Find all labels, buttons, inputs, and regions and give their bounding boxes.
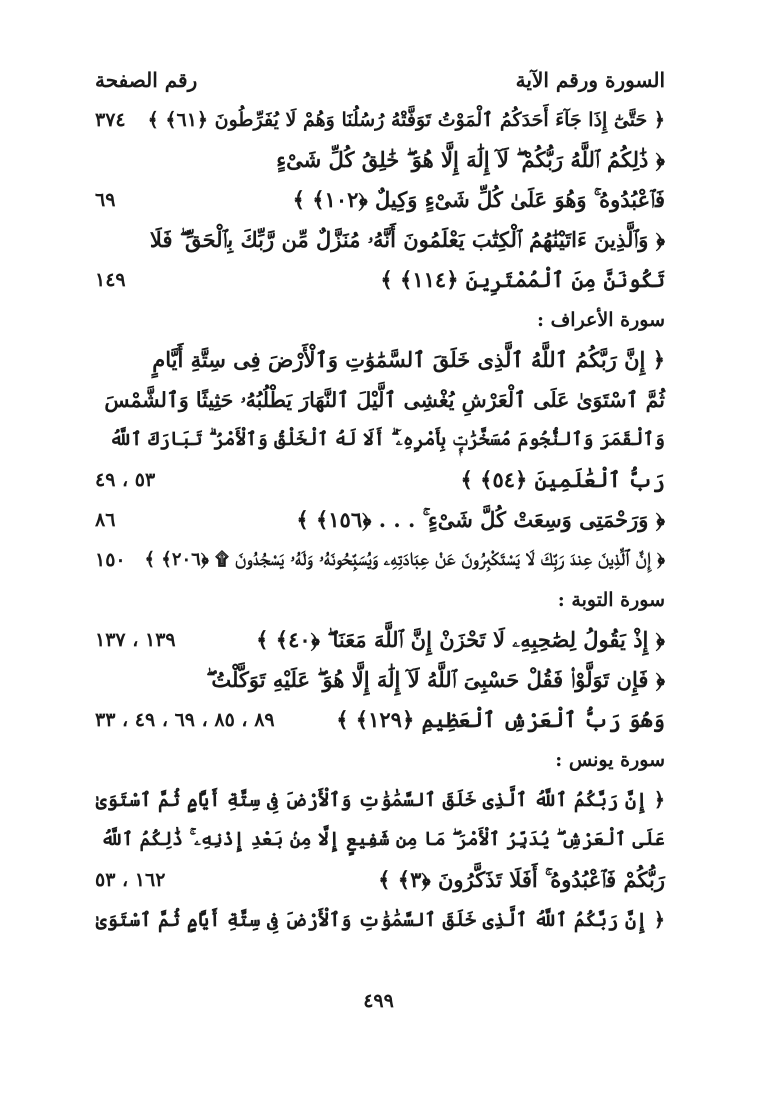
page-number: ٤٩٩ xyxy=(363,990,394,1012)
index-row xyxy=(95,500,665,540)
verse-text: ﴿ إِنَّ رَبَّكُمُ ٱللَّهُ ٱلَّذِى خَلَقَ ٱلسَّمَٰوَٰتِ وَٱلْأَرْضَ فِى سِتَّةِ أَيَّامٍ xyxy=(152,347,665,372)
index-row xyxy=(95,540,665,580)
index-row xyxy=(95,220,665,260)
index-row xyxy=(95,180,665,220)
page-column-header: رقم الصفحة xyxy=(95,68,198,92)
verse-text: عَلَى ٱلْعَرْشِ ۖ يُدَبِّرُ ٱلْأَمْرَ ۖ مَا مِن شَفِيعٍ إِلَّا مِنۢ بَعْدِ إِذْنِهِۦ ۚ ذَٰلِكُمُ ٱللَّهُ xyxy=(100,829,665,850)
page-refs: ١٤٩ xyxy=(95,269,126,291)
index-row xyxy=(95,260,665,300)
surah-title: سورة الأعراف : xyxy=(536,309,665,331)
page-refs: ١٦٢ ، ٥٣ xyxy=(95,869,166,891)
index-row xyxy=(95,380,665,420)
verse-text: وَهُوَ رَبُّ ٱلْعَرْشِ ٱلْعَظِيمِ ﴿١٢٩﴾ ﴾ xyxy=(336,707,665,732)
index-row xyxy=(95,860,665,900)
verse-text: ﴿ إِذْ يَقُولُ لِصَٰحِبِهِۦ لَا تَحْزَنْ إِنَّ ٱللَّهَ مَعَنَا ۖ ﴿٤٠﴾ ﴾ xyxy=(256,627,665,652)
verse-text: رَبُّكُمْ فَٱعْبُدُوهُ ۚ أَفَلَا تَذَكَّرُونَ ﴿٣﴾ ﴾ xyxy=(378,867,665,892)
surah-title: سورة يونس : xyxy=(555,749,665,771)
verse-text: ﴿ إِنَّ رَبَّكُمُ ٱللَّهُ ٱلَّذِى خَلَقَ ٱلسَّمَٰوَٰتِ وَٱلْأَرْضَ فِى سِتَّةِ أَيَّامٍ ثُمَّ ٱسْتَوَىٰ xyxy=(95,909,665,931)
verse-text: ﴿ إِنَّ ٱلَّذِينَ عِندَ رَبِّكَ لَا يَسْتَكْبِرُونَ عَنْ عِبَادَتِهِۦ وَيُسَبِّحُونَهُۥ وَلَهُۥ يَسْجُدُونَ ۩ ﴿٢٠٦﴾ ﴾ xyxy=(144,549,665,570)
index-row xyxy=(95,700,665,740)
index-row xyxy=(95,900,665,940)
surah-title: سورة التوبة : xyxy=(557,589,665,611)
verse-text: تَكُونَنَّ مِنَ ٱلْمُمْتَرِينَ ﴿١١٤﴾ ﴾ xyxy=(380,267,665,292)
index-row xyxy=(95,340,665,380)
page-refs: ١٥٠ xyxy=(95,549,126,571)
verse-text: ﴿ وَٱلَّذِينَ ءَاتَيْنَٰهُمُ ٱلْكِتَٰبَ يَعْلَمُونَ أَنَّهُۥ مُنَزَّلٌ مِّن رَّبِّكَ بِٱلْحَقِّ ۖ فَلَا xyxy=(149,227,665,252)
verse-text: ﴿ ذَٰلِكُمُ ٱللَّهُ رَبُّكُمْ ۖ لَآ إِلَٰهَ إِلَّا هُوَ ۖ خَٰلِقُ كُلِّ شَىْءٍ xyxy=(276,147,665,172)
index-row xyxy=(95,100,665,140)
index-row xyxy=(95,780,665,820)
surah-column-header: السورة ورقم الآية xyxy=(515,68,665,92)
verse-text: ﴿ حَتَّىٰٓ إِذَا جَآءَ أَحَدَكُمُ ٱلْمَوْتُ تَوَفَّتْهُ رُسُلُنَا وَهُمْ لَا يُفَرِّطُونَ ﴿٦١﴾ ﴾ xyxy=(147,109,665,131)
verse-text: فَٱعْبُدُوهُ ۚ وَهُوَ عَلَىٰ كُلِّ شَىْءٍ وَكِيلٌ ﴿١٠٢﴾ ﴾ xyxy=(292,187,665,212)
column-header-row xyxy=(95,60,665,100)
index-row xyxy=(95,660,665,700)
index-row xyxy=(95,620,665,660)
surah-heading-al-araf xyxy=(95,300,665,340)
page-refs: ٦٩ xyxy=(95,189,116,211)
page-refs: ٨٩ ، ٨٥ ، ٦٩ ، ٤٩ ، ٣٣ xyxy=(95,709,275,731)
surah-heading-yunus xyxy=(95,740,665,780)
verse-text: ثُمَّ ٱسْتَوَىٰ عَلَى ٱلْعَرْشِ يُغْشِى ٱلَّيْلَ ٱلنَّهَارَ يَطْلُبُهُۥ حَثِيثًا وَٱلشَّمْسَ xyxy=(104,388,665,412)
page-refs: ٣٧٤ xyxy=(95,109,126,131)
verse-text: ﴿ وَرَحْمَتِى وَسِعَتْ كُلَّ شَىْءٍ ۚ . . . ﴿١٥٦﴾ ﴾ xyxy=(296,507,665,532)
verse-text: ﴿ فَإِن تَوَلَّوْا۟ فَقُلْ حَسْبِىَ ٱللَّهُ لَآ إِلَٰهَ إِلَّا هُوَ ۖ عَلَيْهِ تَوَكَّلْتُ ۖ xyxy=(206,667,665,692)
index-row xyxy=(95,140,665,180)
index-row xyxy=(95,420,665,460)
page-refs: ٥٣ ، ٤٩ xyxy=(95,469,156,491)
index-page xyxy=(95,60,665,940)
surah-heading-at-tawba xyxy=(95,580,665,620)
verse-text: ﴿ إِنَّ رَبَّكُمُ ٱللَّهُ ٱلَّذِى خَلَقَ ٱلسَّمَٰوَٰتِ وَٱلْأَرْضَ فِى سِتَّةِ أَيَّامٍ ثُمَّ ٱسْتَوَىٰ xyxy=(95,789,665,811)
verse-text: وَٱلْقَمَرَ وَٱلنُّجُومَ مُسَخَّرَٰتٍۭ بِأَمْرِهِۦٓ ۗ أَلَا لَهُ ٱلْخَلْقُ وَٱلْأَمْرُ ۗ تَبَارَكَ ٱللَّهُ xyxy=(109,429,665,450)
index-row xyxy=(95,820,665,860)
page-refs: ٨٦ xyxy=(95,509,116,531)
page-refs: ١٣٩ ، ١٣٧ xyxy=(95,629,176,651)
verse-text: رَبُّ ٱلْعَٰلَمِينَ ﴿٥٤﴾ ﴾ xyxy=(460,467,665,492)
index-row xyxy=(95,460,665,500)
